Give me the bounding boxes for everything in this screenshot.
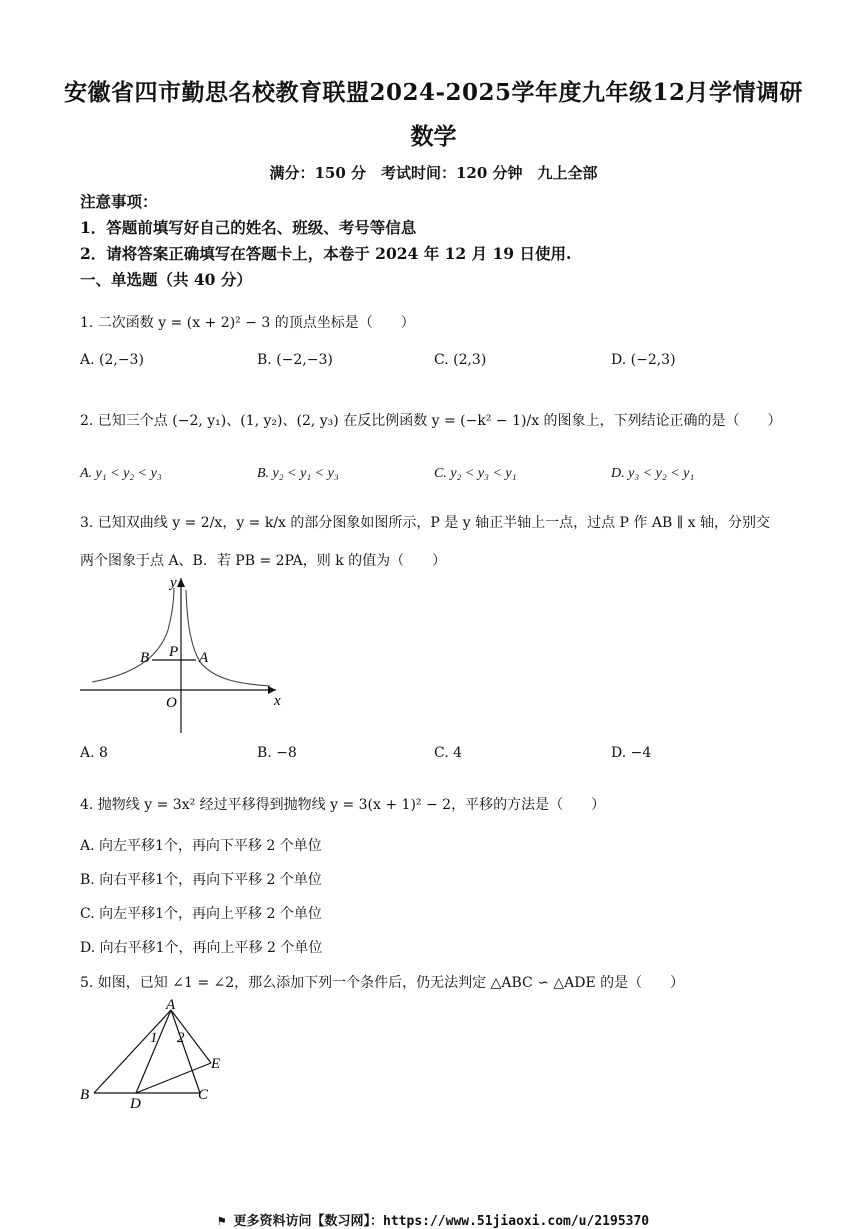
- question-4-option-c: C. 向左平移1个，再向上平移 2 个单位: [80, 906, 322, 922]
- footer[interactable]: [0, 1210, 867, 1229]
- label-d-q5: D: [130, 1096, 141, 1112]
- question-2-option-a: A. y₁ < y₂ < y₃: [80, 466, 162, 481]
- curve-k-over-x: [92, 588, 174, 682]
- question-3-stem-line1: 3. 已知双曲线 y = 2/x，y = k/x 的部分图象如图所示，P 是 y 轴正半轴上一点，过点 P 作 AB ∥ x 轴，分别交: [80, 515, 770, 531]
- section-heading: 一、单选题（共 40 分）: [80, 270, 252, 289]
- question-5-stem: 5. 如图，已知 ∠1 = ∠2，那么添加下列一个条件后，仍无法判定 △ABC ∽ △ADE 的是（ ）: [80, 975, 685, 991]
- question-1-option-a: A. (2,−3): [80, 352, 144, 368]
- label-e-q5: E: [211, 1056, 221, 1072]
- question-2-option-c: C. y₂ < y₃ < y₁: [434, 466, 517, 481]
- label-c-q5: C: [198, 1087, 209, 1103]
- question-1-option-b: B. (−2,−3): [257, 352, 333, 368]
- footer-link[interactable]: 更多资料访问【数习网】：https://www.51jiaoxi.com/u/2195370: [233, 1214, 650, 1229]
- segment-ac: [171, 1010, 200, 1093]
- notes-heading: 注意事项：: [80, 192, 158, 211]
- question-2-option-b: B. y₂ < y₁ < y₃: [257, 466, 339, 481]
- label-origin: O: [166, 695, 177, 711]
- label-b-q5: B: [80, 1087, 90, 1103]
- question-4-stem: 4. 抛物线 y = 3x² 经过平移得到抛物线 y = 3(x + 1)² − 2，平移的方法是（ ）: [80, 797, 606, 813]
- exam-subject: 数学: [410, 123, 457, 150]
- question-3-option-c: C. 4: [434, 745, 463, 761]
- label-x: x: [274, 693, 281, 709]
- note-item: 2．请将答案正确填写在答题卡上，本卷于 2024 年 12 月 19 日使用.: [80, 244, 572, 263]
- question-1-option-d: D. (−2,3): [611, 352, 676, 368]
- label-y: y: [170, 575, 177, 591]
- label-angle-1: 1: [150, 1030, 158, 1046]
- question-2-option-d: D. y₃ < y₂ < y₁: [611, 466, 695, 481]
- question-4-option-b: B. 向右平移1个，再向下平移 2 个单位: [80, 872, 322, 888]
- question-1-stem: 1. 二次函数 y = (x + 2)² − 3 的顶点坐标是（ ）: [80, 315, 415, 331]
- question-3-stem-line2: 两个图象于点 A、B．若 PB = 2PA，则 k 的值为（ ）: [80, 553, 447, 569]
- question-3-option-a: A. 8: [80, 745, 108, 761]
- question-1-option-c: C. (2,3): [434, 352, 487, 368]
- note-item: 1．答题前填写好自己的姓名、班级、考号等信息: [80, 218, 417, 237]
- exam-title: 安徽省四市勤思名校教育联盟2024-2025学年度九年级12月学情调研: [63, 79, 804, 106]
- question-4-option-a: A. 向左平移1个，再向下平移 2 个单位: [80, 838, 322, 854]
- exam-meta: 满分：150 分 考试时间：120 分钟 九上全部: [269, 164, 598, 182]
- label-b: B: [140, 650, 150, 666]
- curve-2-over-x: [186, 590, 270, 686]
- question-4-option-d: D. 向右平移1个，再向上平移 2 个单位: [80, 940, 323, 956]
- question-3-option-b: B. −8: [257, 745, 297, 761]
- label-p: P: [169, 644, 179, 660]
- y-axis-arrow: [177, 578, 185, 587]
- segment-ab-q5: [94, 1010, 171, 1093]
- label-a: A: [199, 650, 209, 666]
- label-a-q5: A: [166, 997, 176, 1013]
- flag-icon: ⚑: [217, 1214, 226, 1229]
- question-3-option-d: D. −4: [611, 745, 652, 761]
- question-2-stem: 2. 已知三个点 (−2, y₁)、(1, y₂)、(2, y₃) 在反比例函数 y = (−k² − 1)/x 的图象上，下列结论正确的是（ ）: [80, 413, 782, 429]
- label-angle-2: 2: [177, 1030, 185, 1046]
